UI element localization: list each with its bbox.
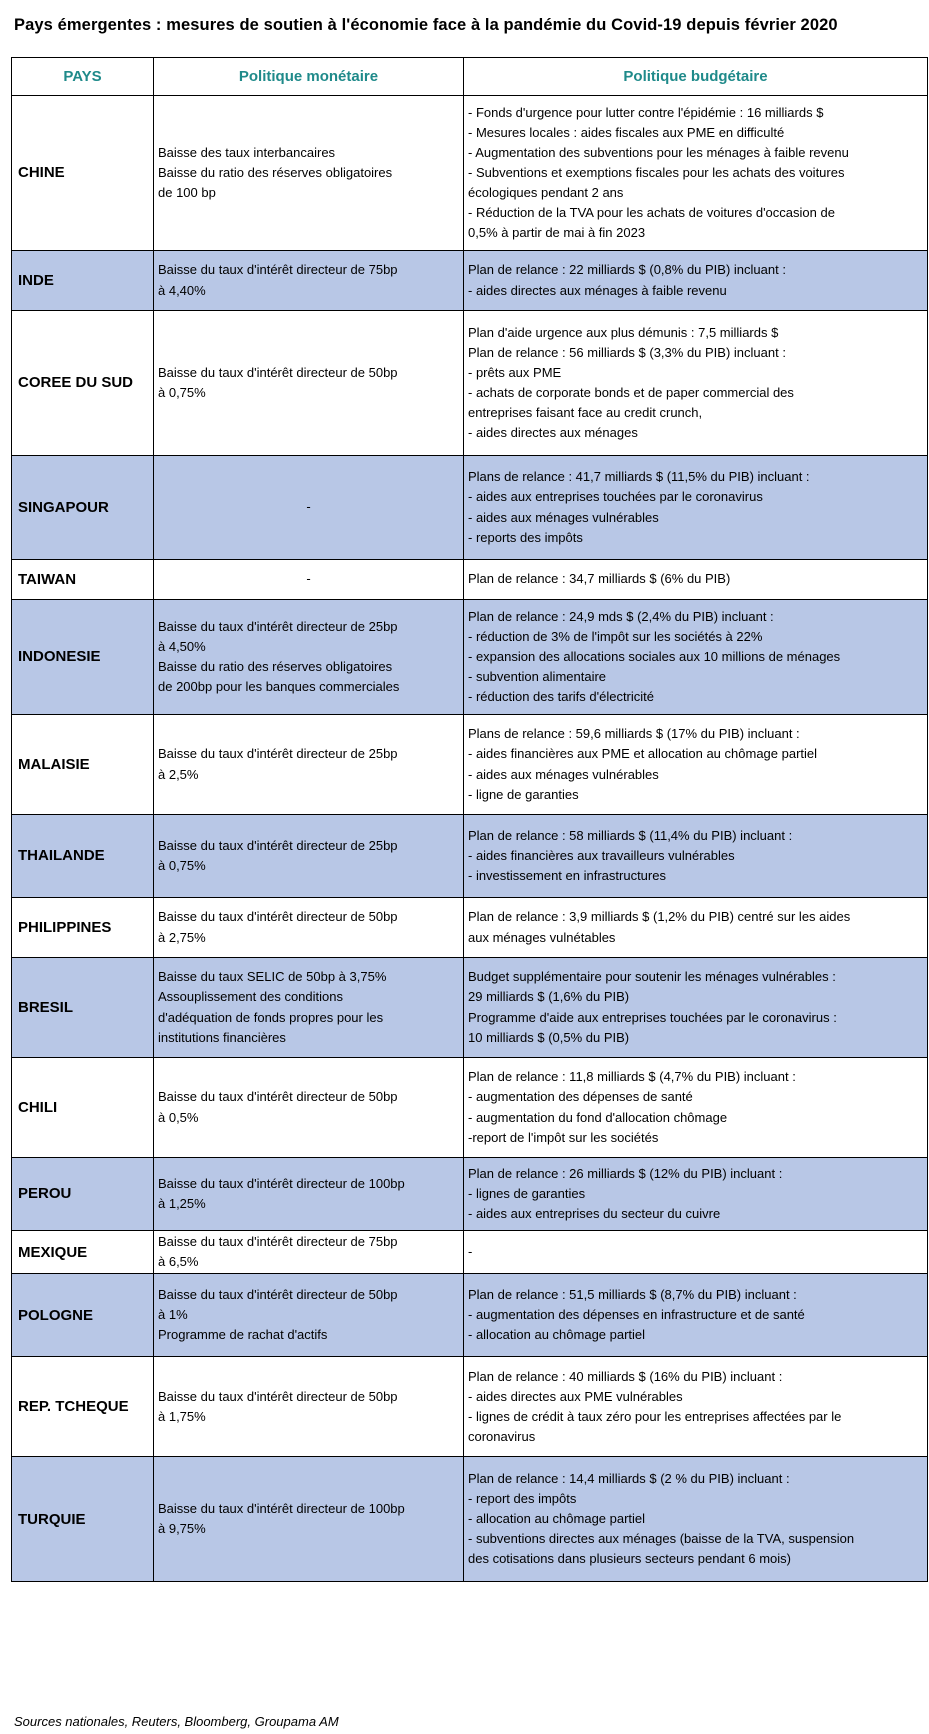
monetary-policy-cell	[154, 1158, 464, 1231]
monetary-policy-line: à 0,75%	[158, 385, 206, 400]
country-cell: TURQUIE	[12, 1457, 154, 1582]
budget-policy-line: - aides directes aux ménages	[468, 425, 638, 441]
country-cell: CHINE	[12, 96, 154, 251]
budget-policy-line: - report des impôts	[468, 1491, 577, 1507]
budget-policy-cell	[464, 1058, 928, 1158]
budget-policy-cell	[464, 715, 928, 815]
measures-table-container	[11, 57, 927, 1582]
monetary-policy-line: à 9,75%	[158, 1521, 206, 1537]
table-row	[12, 1274, 928, 1357]
budget-policy-line: - augmentation des dépenses en infrastructure et de santé	[468, 1307, 805, 1323]
budget-policy-line: - aides aux ménages vulnérables	[468, 766, 659, 782]
budget-policy-cell	[464, 1231, 928, 1274]
budget-policy-line: Plan de relance : 11,8 milliards $ (4,7% du PIB) incluant :	[468, 1069, 796, 1085]
budget-policy-line: entreprises faisant face au credit crunch,	[468, 405, 703, 421]
table-row	[12, 311, 928, 456]
header-pays: PAYS	[12, 58, 154, 96]
country-cell: TAIWAN	[12, 560, 154, 600]
budget-policy-line: - aides financières aux PME et allocation au chômage partiel	[468, 746, 818, 762]
monetary-policy-cell	[154, 1457, 464, 1582]
monetary-policy-line: Baisse du ratio des réserves obligatoires	[158, 659, 393, 674]
table-body	[12, 96, 928, 1582]
monetary-policy-line: institutions financières	[158, 1029, 286, 1045]
monetary-policy-line: de 100 bp	[158, 185, 216, 201]
budget-policy-cell	[464, 311, 928, 456]
budget-policy-line: Plan de relance : 3,9 milliards $ (1,2% du PIB) centré sur les aides	[468, 909, 851, 925]
budget-policy-line: Plans de relance : 59,6 milliards $ (17% du PIB) incluant :	[468, 726, 800, 742]
monetary-policy-line: d'adéquation de fonds propres pour les	[158, 1009, 384, 1025]
budget-policy-line: - Mesures locales : aides fiscales aux PME en difficulté	[468, 124, 785, 140]
country-cell: COREE DU SUD	[12, 311, 154, 456]
budget-policy-line: Programme d'aide aux entreprises touchées par le coronavirus :	[468, 1009, 837, 1025]
budget-policy-line: - augmentation du fond d'allocation chômage	[468, 1109, 728, 1125]
table-row	[12, 1231, 928, 1274]
monetary-policy-line: Baisse du taux d'intérêt directeur de 75bp	[158, 262, 398, 278]
budget-policy-line: Plan de relance : 34,7 milliards $ (6% du PIB)	[468, 571, 731, 587]
monetary-policy-line: Baisse du taux d'intérêt directeur de 75bp	[158, 1234, 398, 1249]
budget-policy-cell	[464, 560, 928, 600]
monetary-policy-line: Baisse du taux d'intérêt directeur de 100bp	[158, 1501, 405, 1517]
monetary-policy-line: Baisse du ratio des réserves obligatoires	[158, 164, 393, 180]
budget-policy-line: - Subventions et exemptions fiscales pour les achats des voitures	[468, 164, 845, 180]
budget-policy-cell	[464, 456, 928, 560]
budget-policy-line: Plans de relance : 41,7 milliards $ (11,5% du PIB) incluant :	[468, 469, 810, 485]
monetary-policy-line: Baisse du taux d'intérêt directeur de 25bp	[158, 837, 398, 853]
budget-policy-line: 10 milliards $ (0,5% du PIB)	[468, 1029, 630, 1045]
budget-policy-line: - ligne de garanties	[468, 786, 579, 802]
budget-policy-line: - prêts aux PME	[468, 364, 562, 380]
table-row	[12, 1058, 928, 1158]
budget-policy-line: écologiques pendant 2 ans	[468, 185, 624, 201]
budget-policy-cell	[464, 815, 928, 898]
monetary-policy-line: Baisse du taux d'intérêt directeur de 50bp	[158, 909, 398, 925]
monetary-policy-line: à 2,75%	[158, 929, 206, 945]
budget-policy-line: - aides directes aux ménages à faible revenu	[468, 282, 727, 298]
monetary-policy-line: Programme de rachat d'actifs	[158, 1327, 328, 1343]
monetary-policy-cell	[154, 1231, 464, 1274]
budget-policy-line: Plan d'aide urgence aux plus démunis : 7,5 milliards $	[468, 324, 779, 340]
budget-policy-cell	[464, 600, 928, 715]
budget-policy-line: - réduction de 3% de l'impôt sur les sociétés à 22%	[468, 628, 763, 644]
monetary-policy-cell	[154, 560, 464, 600]
monetary-policy-line: Baisse du taux SELIC de 50bp à 3,75%	[158, 969, 387, 985]
budget-policy-line: -	[468, 1244, 473, 1260]
budget-policy-cell	[464, 898, 928, 958]
budget-policy-line: des cotisations dans plusieurs secteurs pendant 6 mois)	[468, 1551, 792, 1567]
country-cell: MEXIQUE	[12, 1231, 154, 1274]
monetary-policy-line: Baisse du taux d'intérêt directeur de 50bp	[158, 1287, 398, 1303]
table-row	[12, 815, 928, 898]
budget-policy-line: Plan de relance : 24,9 mds $ (2,4% du PIB) incluant :	[468, 608, 774, 624]
budget-policy-line: - aides aux entreprises touchées par le coronavirus	[468, 489, 763, 505]
table-header-row	[12, 58, 928, 96]
budget-policy-line: Plan de relance : 22 milliards $ (0,8% du PIB) incluant :	[468, 262, 786, 278]
budget-policy-line: coronavirus	[468, 1428, 536, 1444]
table-row	[12, 251, 928, 311]
table-row	[12, 1357, 928, 1457]
budget-policy-cell	[464, 1457, 928, 1582]
budget-policy-line: Budget supplémentaire pour soutenir les ménages vulnérables :	[468, 969, 836, 985]
budget-policy-line: 0,5% à partir de mai à fin 2023	[468, 225, 646, 241]
budget-policy-line: - investissement en infrastructures	[468, 868, 666, 884]
budget-policy-line: - aides financières aux travailleurs vulnérables	[468, 847, 735, 863]
monetary-policy-cell	[154, 1058, 464, 1158]
monetary-policy-cell	[154, 456, 464, 560]
budget-policy-line: aux ménages vulnétables	[468, 929, 616, 945]
budget-policy-line: - lignes de crédit à taux zéro pour les entreprises affectées par le	[468, 1408, 842, 1424]
monetary-policy-line: à 1,25%	[158, 1196, 206, 1211]
monetary-policy-line: à 2,5%	[158, 766, 199, 782]
monetary-policy-line: à 4,40%	[158, 282, 206, 298]
monetary-policy-line: Baisse du taux d'intérêt directeur de 50bp	[158, 1388, 398, 1404]
budget-policy-line: - aides directes aux PME vulnérables	[468, 1388, 683, 1404]
budget-policy-line: - expansion des allocations sociales aux 10 millions de ménages	[468, 648, 841, 664]
table-row	[12, 715, 928, 815]
budget-policy-line: Plan de relance : 58 milliards $ (11,4% du PIB) incluant :	[468, 827, 793, 843]
budget-policy-line: Plan de relance : 51,5 milliards $ (8,7% du PIB) incluant :	[468, 1287, 797, 1303]
budget-policy-line: - Fonds d'urgence pour lutter contre l'épidémie : 16 milliards $	[468, 104, 824, 120]
measures-table	[11, 57, 928, 1582]
monetary-policy-cell	[154, 1357, 464, 1457]
monetary-policy-cell	[154, 958, 464, 1058]
sources-note: Sources nationales, Reuters, Bloomberg, Groupama AM	[14, 1714, 339, 1729]
budget-policy-cell	[464, 958, 928, 1058]
country-cell: PHILIPPINES	[12, 898, 154, 958]
budget-policy-cell	[464, 1357, 928, 1457]
budget-policy-cell	[464, 1158, 928, 1231]
budget-policy-line: Plan de relance : 14,4 milliards $ (2 % du PIB) incluant :	[468, 1470, 790, 1486]
table-row	[12, 1158, 928, 1231]
budget-policy-cell	[464, 96, 928, 251]
monetary-policy-cell	[154, 815, 464, 898]
monetary-policy-cell	[154, 600, 464, 715]
country-cell: THAILANDE	[12, 815, 154, 898]
country-cell: MALAISIE	[12, 715, 154, 815]
country-cell: SINGAPOUR	[12, 456, 154, 560]
budget-policy-line: - allocation au chômage partiel	[468, 1327, 646, 1343]
monetary-policy-cell	[154, 1274, 464, 1357]
header-politique-monetaire: Politique monétaire	[154, 58, 464, 96]
table-row	[12, 96, 928, 251]
budget-policy-line: - lignes de garanties	[468, 1185, 586, 1201]
monetary-policy-line: Baisse du taux d'intérêt directeur de 25bp	[158, 618, 398, 634]
budget-policy-cell	[464, 1274, 928, 1357]
budget-policy-line: -report de l'impôt sur les sociétés	[468, 1129, 659, 1145]
monetary-policy-line: à 0,5%	[158, 1109, 199, 1125]
budget-policy-cell	[464, 251, 928, 311]
monetary-policy-cell	[154, 311, 464, 456]
monetary-policy-line: à 1,75%	[158, 1408, 206, 1424]
monetary-policy-line: -	[306, 571, 311, 587]
table-row	[12, 600, 928, 715]
budget-policy-line: - réduction des tarifs d'électricité	[468, 689, 655, 705]
monetary-policy-line: Baisse du taux d'intérêt directeur de 25bp	[158, 746, 398, 762]
country-cell: PEROU	[12, 1158, 154, 1231]
budget-policy-line: 29 milliards $ (1,6% du PIB)	[468, 989, 630, 1005]
monetary-policy-line: à 6,5%	[158, 1254, 199, 1270]
table-row	[12, 1457, 928, 1582]
country-cell: CHILI	[12, 1058, 154, 1158]
table-row	[12, 456, 928, 560]
budget-policy-line: - aides aux ménages vulnérables	[468, 509, 659, 525]
budget-policy-line: Plan de relance : 40 milliards $ (16% du PIB) incluant :	[468, 1368, 783, 1384]
country-cell: REP. TCHEQUE	[12, 1357, 154, 1457]
budget-policy-line: - augmentation des dépenses de santé	[468, 1089, 693, 1105]
monetary-policy-cell	[154, 898, 464, 958]
table-row	[12, 898, 928, 958]
country-cell: INDE	[12, 251, 154, 311]
monetary-policy-line: Baisse du taux d'intérêt directeur de 50bp	[158, 364, 398, 380]
country-cell: INDONESIE	[12, 600, 154, 715]
budget-policy-line: - Réduction de la TVA pour les achats de voitures d'occasion de	[468, 205, 835, 221]
table-row	[12, 958, 928, 1058]
monetary-policy-cell	[154, 251, 464, 311]
budget-policy-line: Plan de relance : 26 milliards $ (12% du PIB) incluant :	[468, 1165, 783, 1181]
country-cell: BRESIL	[12, 958, 154, 1058]
budget-policy-line: - reports des impôts	[468, 529, 583, 545]
monetary-policy-cell	[154, 715, 464, 815]
header-politique-budgetaire: Politique budgétaire	[464, 58, 928, 96]
page-title: Pays émergentes : mesures de soutien à l'économie face à la pandémie du Covid-19 depuis février 2020	[14, 16, 838, 34]
monetary-policy-line: à 1%	[158, 1307, 188, 1323]
budget-policy-line: - achats de corporate bonds et de paper commercial des	[468, 385, 794, 400]
budget-policy-line: - allocation au chômage partiel	[468, 1511, 646, 1527]
country-cell: POLOGNE	[12, 1274, 154, 1357]
monetary-policy-line: de 200bp pour les banques commerciales	[158, 679, 400, 695]
budget-policy-line: - Augmentation des subventions pour les ménages à faible revenu	[468, 144, 849, 160]
budget-policy-line: - subventions directes aux ménages (baisse de la TVA, suspension	[468, 1531, 855, 1547]
monetary-policy-line: Assouplissement des conditions	[158, 989, 343, 1005]
table-row	[12, 560, 928, 600]
monetary-policy-line: à 4,50%	[158, 638, 206, 654]
budget-policy-line: Plan de relance : 56 milliards $ (3,3% du PIB) incluant :	[468, 344, 786, 360]
budget-policy-line: - aides aux entreprises du secteur du cuivre	[468, 1206, 721, 1222]
monetary-policy-line: Baisse du taux d'intérêt directeur de 100bp	[158, 1175, 405, 1191]
monetary-policy-line: à 0,75%	[158, 858, 206, 873]
monetary-policy-line: Baisse des taux interbancaires	[158, 144, 336, 160]
monetary-policy-cell	[154, 96, 464, 251]
monetary-policy-line: Baisse du taux d'intérêt directeur de 50bp	[158, 1089, 398, 1105]
budget-policy-line: - subvention alimentaire	[468, 669, 607, 685]
monetary-policy-line: -	[306, 499, 311, 515]
